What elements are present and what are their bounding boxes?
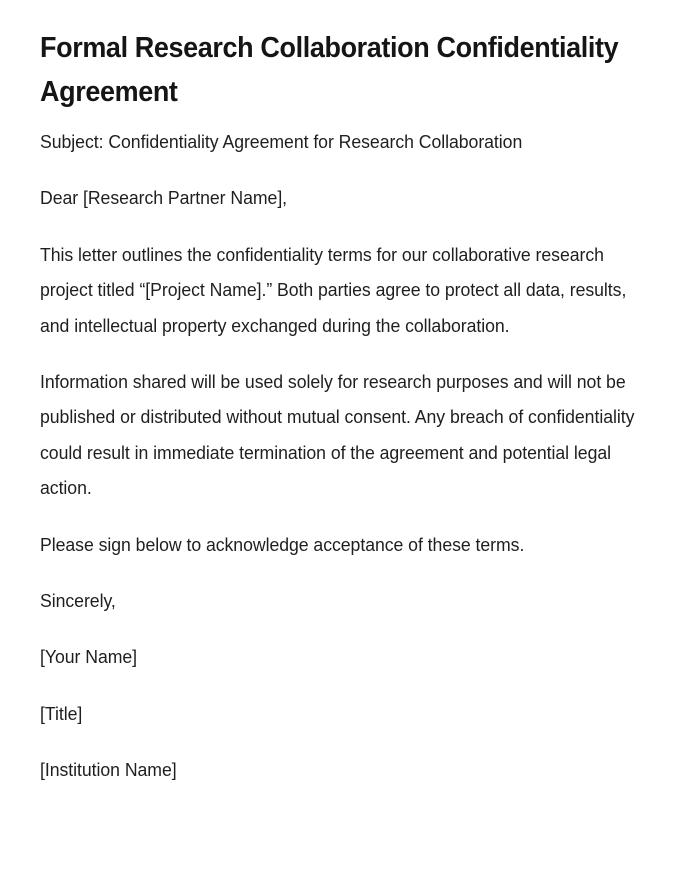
closing-valediction: Sincerely, [40, 590, 116, 612]
subject-line: Subject: Confidentiality Agreement for Research Collaboration [40, 131, 523, 152]
page-title: Formal Research Collaboration Confidentiality Agreement [40, 32, 619, 108]
salutation-line: Dear [Research Partner Name], [40, 187, 288, 209]
signature-institution: [Institution Name] [40, 759, 177, 781]
document-body [40, 124, 638, 788]
body-paragraph-1: This letter outlines the confidentiality terms for our collaborative research project titled “[Project Name].” Both parties agree to protect all data, results, and intellectual property exchanged during the collaboration. [40, 243, 627, 336]
signature-name: [Your Name] [40, 646, 138, 668]
body-paragraph-3: Please sign below to acknowledge acceptance of these terms. [40, 533, 525, 555]
signature-title: [Title] [40, 702, 83, 724]
body-paragraph-2: Information shared will be used solely for research purposes and will not be published or distributed without mutual consent. Any breach of confidentiality could result in immediate termination of the agreement and potential legal action. [40, 371, 635, 499]
